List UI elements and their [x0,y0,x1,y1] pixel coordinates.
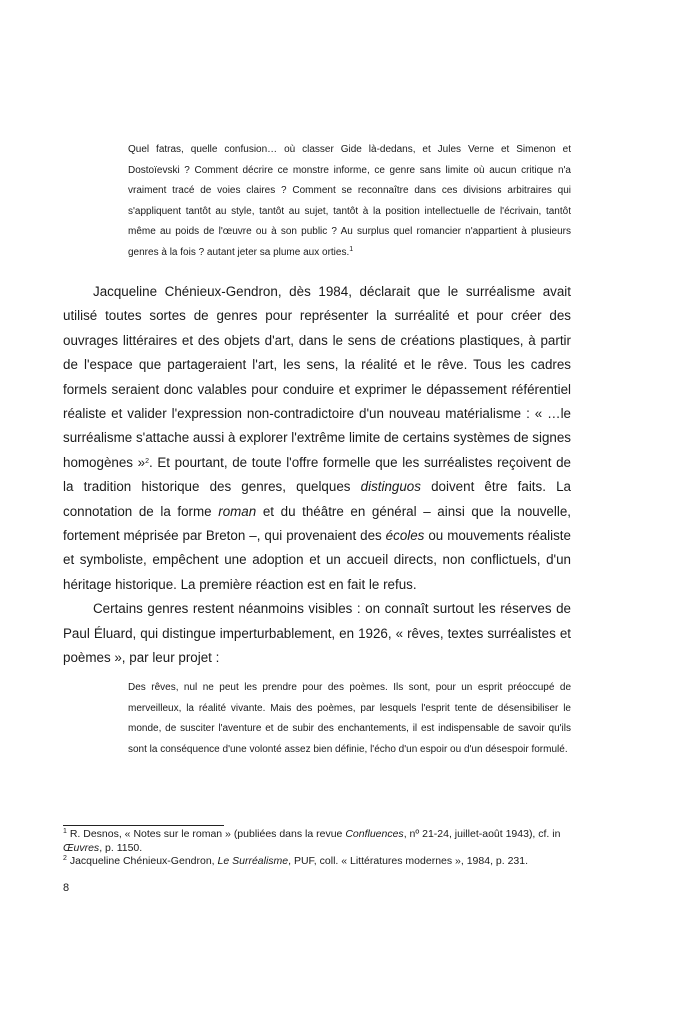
paragraph-text: ou mouvements réaliste et symboliste, empêchent une adoption et un accueil directs, non conflictuels, d'un héritage historique. La première réaction est en fait le refus. [63,528,571,592]
footnote-text: , PUF, coll. « Littératures modernes », 1984, p. 231. [288,855,529,868]
italic-term: roman [218,503,257,519]
paragraph-text: et du théâtre en général – ainsi que la nouvelle, fortement méprisée par Breton –, qui provenaient des [63,503,572,544]
body-text [63,280,571,671]
footnote-text: , p. 1150. [99,841,143,854]
footnote-2 [63,855,583,869]
quote-text: Des rêves, nul ne peut les prendre pour des poèmes. Ils sont, pour un esprit préoccupé de merveilleux, la réalité vivante. Mais des poèmes, par lesquels l'esprit tente de désensibiliser le monde, de susciter l'aventure et de subir des enchantements, il est indispensable de savoir qu'ils sont la conséquence d'une volonté assez bien définie, l'écho d'un espoir ou d'un désespoir formulé. [128,682,571,755]
footnote-text: , nº 21-24, juillet-août 1943), cf. in [403,828,561,840]
page-number: 8 [63,882,70,894]
italic-term: distinguos [360,479,421,495]
footnote-text: Jacqueline Chénieux-Gendron, [69,855,215,868]
footnotes [63,828,583,869]
quote-text: Quel fatras, quelle confusion… où classer Gide là-dedans, et Jules Verne et Simenon et Dostoïevski ? Comment décrire ce monstre informe, ce genre sans limite où aucun critique n'a vraiment tracé de voies claires ? Comment se reconnaître dans ces divisions arbitraires qui s'appliquent tantôt au style, tantôt au sujet, tantôt à la position intellectuelle de l'écrivain, tantôt même au poids de l'œuvre ou à son public ? Au surplus quel romancier n'appartient à plusieurs genres à la fois ? autant jeter sa plume aux orties. [128,144,571,258]
block-quote-desnos [128,140,571,263]
footnote-italic: Œuvres [63,841,100,854]
footnote-1 [63,828,583,855]
footnote-ref-1[interactable]: 1 [349,245,354,253]
footnote-number: 1 [63,828,67,835]
block-quote-eluard [128,678,571,760]
paragraph-text: doivent être faits. La connotation de la forme [63,479,571,519]
paragraph-text: Jacqueline Chénieux-Gendron, dès 1984, déclarait que le surréalisme avait utilisé toutes sortes de genres pour représenter la surréalité et pour créer des ouvrages littéraires et des objets d'art, dans le sens de créations plastiques, à partir de l'espace que partageraient l'art, les sens, la réalité et le rêve. Tous les cadres formels seraient donc valables pour conduire et exprimer le dépassement référentiel réaliste et valider l'expression non-contradictoire d'un nouveau matérialisme : « …le surréalisme s'attache aussi à explorer l'extrême limite de certains systèmes de signes homogènes » [63,284,571,470]
footnote-italic: Le Surréalisme [217,855,289,868]
footnote-text: R. Desnos, « Notes sur le roman » (publiées dans la revue [69,828,343,840]
footnote-separator [63,825,224,826]
footnote-ref-2[interactable]: 2 [145,457,149,465]
paragraph-text: . Et pourtant, de toute l'offre formelle que les surréalistes reçoivent de la tradition historique des genres, quelques [63,454,571,495]
footnote-italic: Confluences [345,828,404,840]
paragraph-chenieux [63,280,571,597]
paragraph-eluard [63,597,571,670]
paragraph-text: Certains genres restent néanmoins visibles : on connaît surtout les réserves de Paul Éluard, qui distingue imperturbablement, en 1926, « rêves, textes surréalistes et poèmes », par leur projet : [63,601,571,666]
italic-term: écoles [385,528,425,544]
footnote-number: 2 [63,855,67,863]
